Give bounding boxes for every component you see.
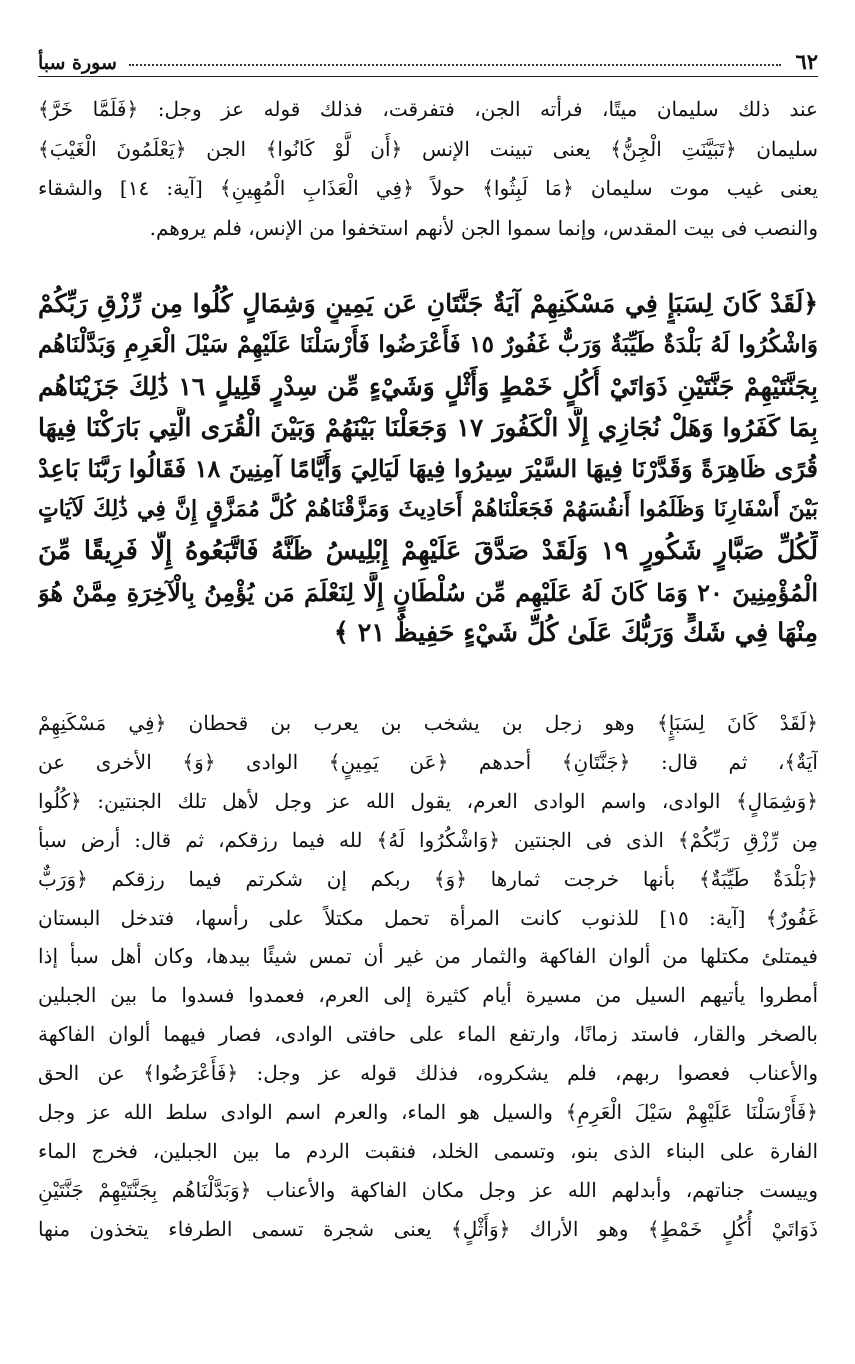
verse-line: بِجَنَّتَيْهِمْ جَنَّتَيْنِ ذَوَاتَيْ أُكُلٍ خَمْطٍ وَأَثْلٍ وَشَيْءٍ مِّن سِدْرٍ قَلِيلٍ ١٦ ذَٰلِكَ جَزَيْنَاهُم xyxy=(38,371,818,401)
verse-line: ﴿لَقَدْ كَانَ لِسَبَإٍ فِي مَسْكَنِهِمْ آيَةٌ جَنَّتَانِ عَن يَمِينٍ وَشِمَالٍ كُلُوا مِن رِّزْقِ رَبِّكُمْ xyxy=(38,289,818,318)
text-line: مِن رِّزْقِ رَبِّكُمْ﴾ الذى فى الجنتين ﴿وَاشْكُرُوا لَهُ﴾ لله فيما رزقكم، ثم قال: أرض سبأ xyxy=(38,827,818,852)
text-line: عند ذلك سليمان ميتًا، فرأته الجن، فتفرقت، فذلك قوله عز وجل: ﴿فَلَمَّا خَرَّ﴾ xyxy=(38,97,818,121)
text-line: وييست جناتهم، وأبدلهم الله عز وجل مكان الفاكهة والأعناب ﴿وَبَدَّلْنَاهُم بِجَنَّتَيْهِمْ جَنَّتَيْنِ xyxy=(38,1177,818,1202)
verse-line: الْمُؤْمِنِينَ ٢٠ وَمَا كَانَ لَهُ عَلَيْهِم مِّن سُلْطَانٍ إِلَّا لِنَعْلَمَ مَن يُؤْمِنُ بِالْآخِرَةِ مِمَّنْ هُوَ xyxy=(38,578,818,608)
commentary-paragraph-2 xyxy=(38,704,818,1249)
verse-line: بِمَا كَفَرُوا وَهَلْ نُجَازِي إِلَّا الْكَفُورَ ١٧ وَجَعَلْنَا بَيْنَهُمْ وَبَيْنَ الْقُرَى الَّتِي بَارَكْنَا فِيهَا xyxy=(38,412,818,442)
text-line: يعنى غيب موت سليمان ﴿مَا لَبِثُوا﴾ حولاً ﴿فِي الْعَذَابِ الْمُهِينِ﴾ [آية: ١٤] والشقاء xyxy=(38,176,818,200)
text-line: ﴿فَأَرْسَلْنَا عَلَيْهِمْ سَيْلَ الْعَرِمِ﴾ والسيل هو الماء، والعرم اسم الوادى سلط الله عز وجل xyxy=(38,1100,818,1125)
commentary-paragraph-1 xyxy=(38,90,818,248)
verse-line: مِنْهَا فِي شَكٍّ وَرَبُّكَ عَلَىٰ كُلِّ شَيْءٍ حَفِيظٌ ٢١ ﴾ xyxy=(333,618,818,649)
text-line: والنصب فى بيت المقدس، وإنما سموا الجن لأنهم استخفوا من الإنس، فلم يروهم. xyxy=(149,215,818,240)
text-line: فيمتلئ مكتلها من ألوان الفاكهة والثمار من غير أن تمس شيئًا بيدها، وكان أهل سبأ إذا xyxy=(38,944,818,969)
text-line: ذَوَاتَيْ أُكُلٍ خَمْطٍ﴾ وهو الأراك ﴿وَأَثْلٍ﴾ يعنى شجرة تسمى الطرفاء يتخذون منها xyxy=(38,1216,818,1241)
page-header xyxy=(38,40,818,74)
text-line: ﴿بَلْدَةٌ طَيِّبَةٌ﴾ بأنها خرجت ثمارها ﴿وَ﴾ ربكم إن شكرتم فيما رزقكم ﴿وَرَبٌّ xyxy=(38,866,818,891)
verse-line: وَاشْكُرُوا لَهُ بَلْدَةٌ طَيِّبَةٌ وَرَبٌّ غَفُورٌ ١٥ فَأَعْرَضُوا فَأَرْسَلْنَا عَلَيْهِمْ سَيْلَ الْعَرِمِ وَبَدَّلْنَاهُم xyxy=(38,331,818,359)
verse-line: لِّكُلِّ صَبَّارٍ شَكُورٍ ١٩ وَلَقَدْ صَدَّقَ عَلَيْهِمْ إِبْلِيسُ ظَنَّهُ فَاتَّبَعُوهُ إِلَّا فَرِيقًا مِّنَ xyxy=(38,535,818,566)
verse-line: قُرًى ظَاهِرَةً وَقَدَّرْنَا فِيهَا السَّيْرَ سِيرُوا فِيهَا لَيَالِيَ وَأَيَّامًا آمِنِينَ ١٨ فَقَالُوا رَبَّنَا بَاعِدْ xyxy=(38,454,818,484)
text-line: أمطروا يأتيهم السيل من مسيرة أيام كثيرة إلى العرم، فعمدوا فسدوا ما بين الجبلين xyxy=(38,983,818,1008)
surah-title: سورة سبأ xyxy=(38,52,117,74)
header-rule xyxy=(38,76,818,77)
text-line: ﴿وَشِمَالٍ﴾ الوادى، واسم الوادى العرم، يقول الله عز وجل لأهل تلك الجنتين: ﴿كُلُوا xyxy=(38,788,818,813)
text-line: سليمان ﴿تَبَيَّنَتِ الْجِنُّ﴾ يعنى تبينت الإنس ﴿أَن لَّوْ كَانُوا﴾ الجن ﴿يَعْلَمُونَ الْغَيْبَ﴾ xyxy=(38,136,818,161)
header-dotted-leader xyxy=(129,63,782,66)
page-number: ٦٢ xyxy=(795,49,818,74)
quran-verses-block xyxy=(38,283,818,655)
text-line: والأعناب فعصوا ربهم، فلم يشكروه، فذلك قوله عز وجل: ﴿فَأَعْرَضُوا﴾ عن الحق xyxy=(38,1061,818,1086)
text-line: آيَةٌ﴾، ثم قال: ﴿جَنَّتَانِ﴾ أحدهم ﴿عَن يَمِينٍ﴾ الوادى ﴿وَ﴾ الأخرى عن xyxy=(38,749,818,774)
text-line: ﴿لَقَدْ كَانَ لِسَبَإٍ﴾ وهو زجل بن يشخب بن يعرب بن قحطان ﴿فِي مَسْكَنِهِمْ xyxy=(38,711,818,735)
text-line: الفارة على البناء الذى بنو، وتسمى الخلد، فنقبت الردم ما بين الجبلين، فخرج الماء xyxy=(38,1138,818,1163)
verse-line: بَيْنَ أَسْفَارِنَا وَظَلَمُوا أَنفُسَهُمْ فَجَعَلْنَاهُمْ أَحَادِيثَ وَمَزَّقْنَاهُمْ كُلَّ مُمَزَّقٍ إِنَّ فِي ذَٰلِكَ لَآيَاتٍ xyxy=(38,496,818,523)
text-line: بالصخر والقار، فاستد زمانًا، وارتفع الماء على حافتى الوادى، فصار فيهما ألوان الفاكهة xyxy=(38,1022,818,1047)
text-line: غَفُورٌ﴾ [آية: ١٥] للذنوب كانت المرأة تحمل مكتلاً على رأسها، فتدخل البستان xyxy=(38,905,818,930)
